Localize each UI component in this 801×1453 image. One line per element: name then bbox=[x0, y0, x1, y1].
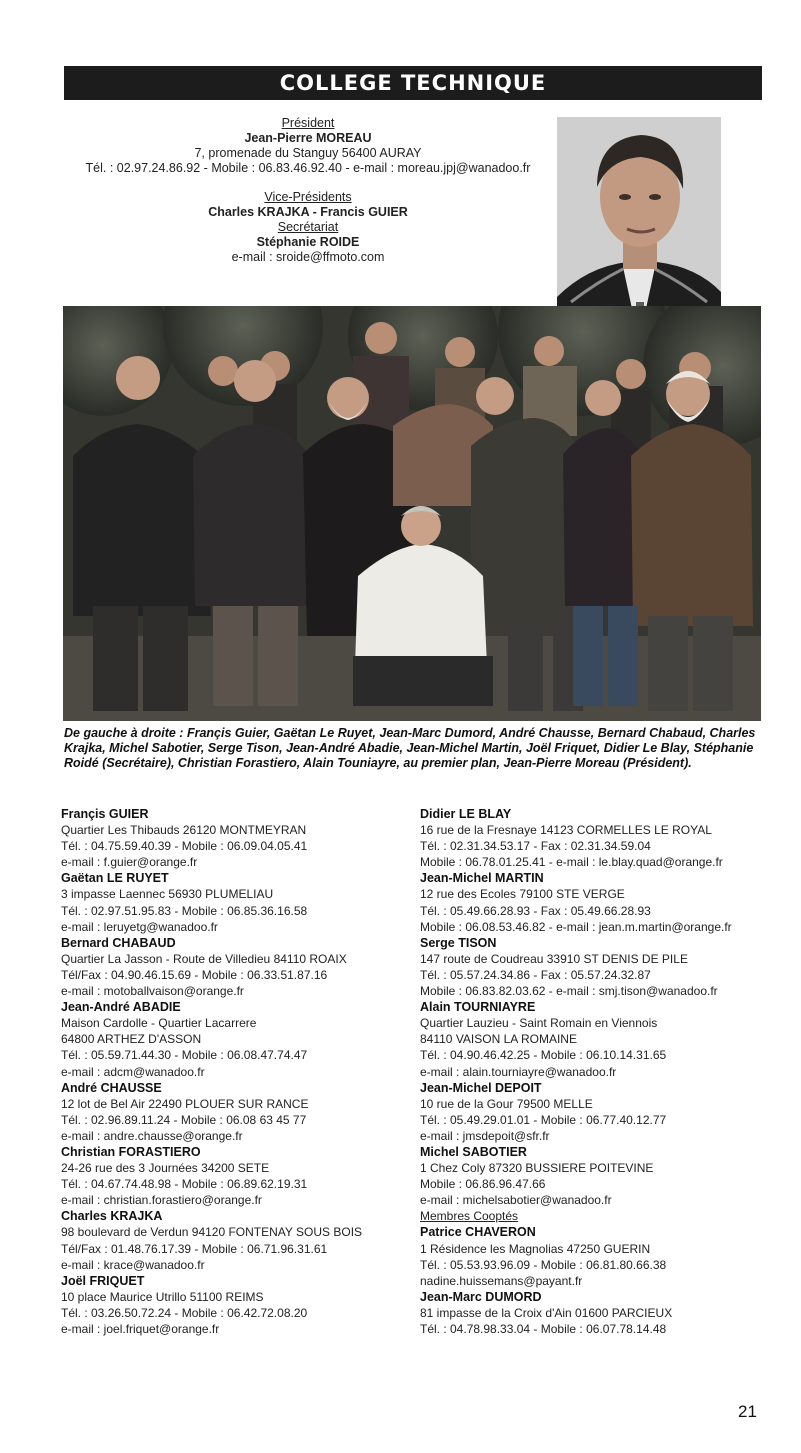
member-name: Joël FRIQUET bbox=[61, 1273, 145, 1288]
member-contact-line: 10 rue de la Gour 79500 MELLE bbox=[420, 1096, 593, 1111]
member-contact-line: Tél. : 05.49.29.01.01 - Mobile : 06.77.40.12.77 bbox=[420, 1112, 667, 1127]
secretary-name: Stéphanie ROIDE bbox=[256, 235, 360, 249]
president-role: Président bbox=[281, 116, 335, 130]
member-contact-line: 16 rue de la Fresnaye 14123 CORMELLES LE ROYAL bbox=[420, 823, 712, 838]
member-contact-line: Quartier Les Thibauds 26120 MONTMEYRAN bbox=[61, 823, 307, 838]
member-contact-line: Tél. : 04.67.74.48.98 - Mobile : 06.89.62.19.31 bbox=[61, 1177, 308, 1192]
member-contact-line: Tél. : 04.90.46.42.25 - Mobile : 06.10.14.31.65 bbox=[420, 1048, 667, 1063]
group-photo bbox=[63, 306, 761, 721]
member-contact-line: Tél. : 03.26.50.72.24 - Mobile : 06.42.72.08.20 bbox=[61, 1305, 308, 1320]
vice-president-names: Charles KRAJKA - Francis GUIER bbox=[208, 205, 408, 219]
member-contact-line: e-mail : joel.friquet@orange.fr bbox=[61, 1322, 220, 1336]
member-contact-line: 12 rue des Ecoles 79100 STE VERGE bbox=[420, 887, 625, 902]
member-contact-line: 147 route de Coudreau 33910 ST DENIS DE PILE bbox=[420, 951, 688, 966]
member-contact-line: Tél. : 04.78.98.33.04 - Mobile : 06.07.78.14.48 bbox=[420, 1322, 667, 1336]
member-contact-line: 81 impasse de la Croix d'Ain 01600 PARCIEUX bbox=[420, 1305, 673, 1320]
member-name: Jean-Michel DEPOIT bbox=[420, 1080, 542, 1095]
section-title-banner: COLLEGE TECHNIQUE bbox=[64, 66, 762, 100]
president-contact: Tél. : 02.97.24.86.92 - Mobile : 06.83.46.92.40 - e-mail : moreau.jpj@wanadoo.fr bbox=[85, 161, 531, 175]
member-name: André CHAUSSE bbox=[61, 1080, 162, 1095]
member-name: Patrice CHAVERON bbox=[420, 1225, 536, 1240]
member-contact-line: 3 impasse Laennec 56930 PLUMELIAU bbox=[61, 887, 274, 902]
secretariat-role: Secrétariat bbox=[277, 220, 339, 234]
member-name: Didier LE BLAY bbox=[420, 807, 512, 821]
member-contact-line: e-mail : andre.chausse@orange.fr bbox=[61, 1128, 243, 1143]
member-contact-line: Mobile : 06.83.82.03.62 - e-mail : smj.tison@wanadoo.fr bbox=[420, 984, 718, 999]
member-contact-line: e-mail : f.guier@orange.fr bbox=[61, 855, 198, 870]
member-contact-line: 1 Chez Coly 87320 BUSSIERE POITEVINE bbox=[420, 1161, 654, 1176]
member-contact-line: 1 Résidence les Magnolias 47250 GUERIN bbox=[420, 1241, 651, 1256]
photo-caption: De gauche à droite : Françis Guier, Gaëtan Le Ruyet, Jean-Marc Dumord, André Chausse, Bernard Chabaud, Charles Krajka, Michel Sabotier, Serge Tison, Jean-André Abadie, Jean-Michel Martin, Joël Friquet, Didier Le Blay, Stéphanie Roidé (Secrétaire), Christian Forastiero, Alain Touniayre, au premier plan, Jean-Pierre Moreau (Président). bbox=[64, 726, 756, 770]
member-contact-line: Tél. : 05.53.93.96.09 - Mobile : 06.81.80.66.38 bbox=[420, 1257, 667, 1272]
member-contact-line: 10 place Maurice Utrillo 51100 REIMS bbox=[61, 1289, 264, 1304]
member-contact-line: nadine.huissemans@payant.fr bbox=[420, 1273, 583, 1288]
member-contact-line: 24-26 rue des 3 Journées 34200 SETE bbox=[61, 1161, 270, 1176]
member-contact-line: Tél. : 02.97.51.95.83 - Mobile : 06.85.36.16.58 bbox=[61, 903, 308, 918]
member-name: Gaëtan LE RUYET bbox=[61, 871, 169, 886]
member-contact-line: Tél. : 05.59.71.44.30 - Mobile : 06.08.47.74.47 bbox=[61, 1048, 308, 1063]
member-contact-line: 12 lot de Bel Air 22490 PLOUER SUR RANCE bbox=[61, 1096, 309, 1111]
members-right-column bbox=[420, 806, 760, 1337]
member-contact-line: Tél. : 04.75.59.40.39 - Mobile : 06.09.04.05.41 bbox=[61, 839, 308, 854]
member-name: Charles KRAJKA bbox=[61, 1209, 163, 1224]
president-address: 7, promenade du Stanguy 56400 AURAY bbox=[194, 146, 422, 160]
member-contact-line: Tél. : 02.31.34.53.17 - Fax : 02.31.34.59.04 bbox=[420, 839, 651, 854]
member-contact-line: Mobile : 06.08.53.46.82 - e-mail : jean.m.martin@orange.fr bbox=[420, 919, 732, 934]
vice-president-role: Vice-Présidents bbox=[264, 190, 352, 204]
member-contact-line: e-mail : leruyetg@wanadoo.fr bbox=[61, 919, 218, 934]
member-name: Bernard CHABAUD bbox=[61, 935, 176, 950]
member-contact-line: Maison Cardolle - Quartier Lacarrere bbox=[61, 1016, 257, 1031]
member-contact-line: Mobile : 06.86.96.47.66 bbox=[420, 1177, 546, 1192]
page-number: 21 bbox=[738, 1402, 757, 1421]
member-contact-line: e-mail : christian.forastiero@orange.fr bbox=[61, 1193, 262, 1208]
member-contact-line: 84110 VAISON LA ROMAINE bbox=[420, 1032, 577, 1047]
member-contact-line: Quartier Lauzieu - Saint Romain en Viennois bbox=[420, 1016, 658, 1031]
member-contact-line: e-mail : jmsdepoit@sfr.fr bbox=[420, 1128, 550, 1143]
member-name: Alain TOURNIAYRE bbox=[420, 1000, 536, 1015]
secretary-email: e-mail : sroide@ffmoto.com bbox=[231, 250, 385, 264]
member-contact-line: Quartier La Jasson - Route de Villedieu 84110 ROAIX bbox=[61, 951, 347, 966]
member-name: Michel SABOTIER bbox=[420, 1144, 527, 1159]
member-contact-line: Tél. : 05.49.66.28.93 - Fax : 05.49.66.28.93 bbox=[420, 903, 651, 918]
member-contact-line: e-mail : motoballvaison@orange.fr bbox=[61, 984, 244, 999]
bureau-block bbox=[64, 116, 552, 265]
member-contact-line: 98 boulevard de Verdun 94120 FONTENAY SOUS BOIS bbox=[61, 1225, 363, 1240]
coopted-members-heading: Membres Cooptés bbox=[420, 1209, 519, 1224]
member-name: Christian FORASTIERO bbox=[61, 1144, 201, 1159]
member-contact-line: Tél. : 05.57.24.34.86 - Fax : 05.57.24.32.87 bbox=[420, 967, 651, 982]
member-contact-line: Mobile : 06.78.01.25.41 - e-mail : le.blay.quad@orange.fr bbox=[420, 855, 723, 870]
member-name: Jean-André ABADIE bbox=[61, 1000, 181, 1015]
members-left-column bbox=[61, 806, 401, 1337]
member-contact-line: Tél/Fax : 01.48.76.17.39 - Mobile : 06.71.96.31.61 bbox=[61, 1241, 328, 1256]
president-name: Jean-Pierre MOREAU bbox=[244, 131, 372, 145]
member-contact-line: 64800 ARTHEZ D'ASSON bbox=[61, 1032, 202, 1047]
member-contact-line: Tél/Fax : 04.90.46.15.69 - Mobile : 06.33.51.87.16 bbox=[61, 967, 328, 982]
member-contact-line: e-mail : krace@wanadoo.fr bbox=[61, 1257, 205, 1272]
member-contact-line: e-mail : alain.tourniayre@wanadoo.fr bbox=[420, 1064, 617, 1079]
member-name: Jean-Marc DUMORD bbox=[420, 1289, 542, 1304]
member-contact-line: Tél. : 02.96.89.11.24 - Mobile : 06.08 63 45 77 bbox=[61, 1112, 307, 1127]
member-contact-line: e-mail : michelsabotier@wanadoo.fr bbox=[420, 1193, 612, 1208]
member-name: Jean-Michel MARTIN bbox=[420, 871, 544, 886]
member-name: Serge TISON bbox=[420, 935, 497, 950]
member-name: Françis GUIER bbox=[61, 807, 149, 821]
member-contact-line: e-mail : adcm@wanadoo.fr bbox=[61, 1064, 205, 1079]
